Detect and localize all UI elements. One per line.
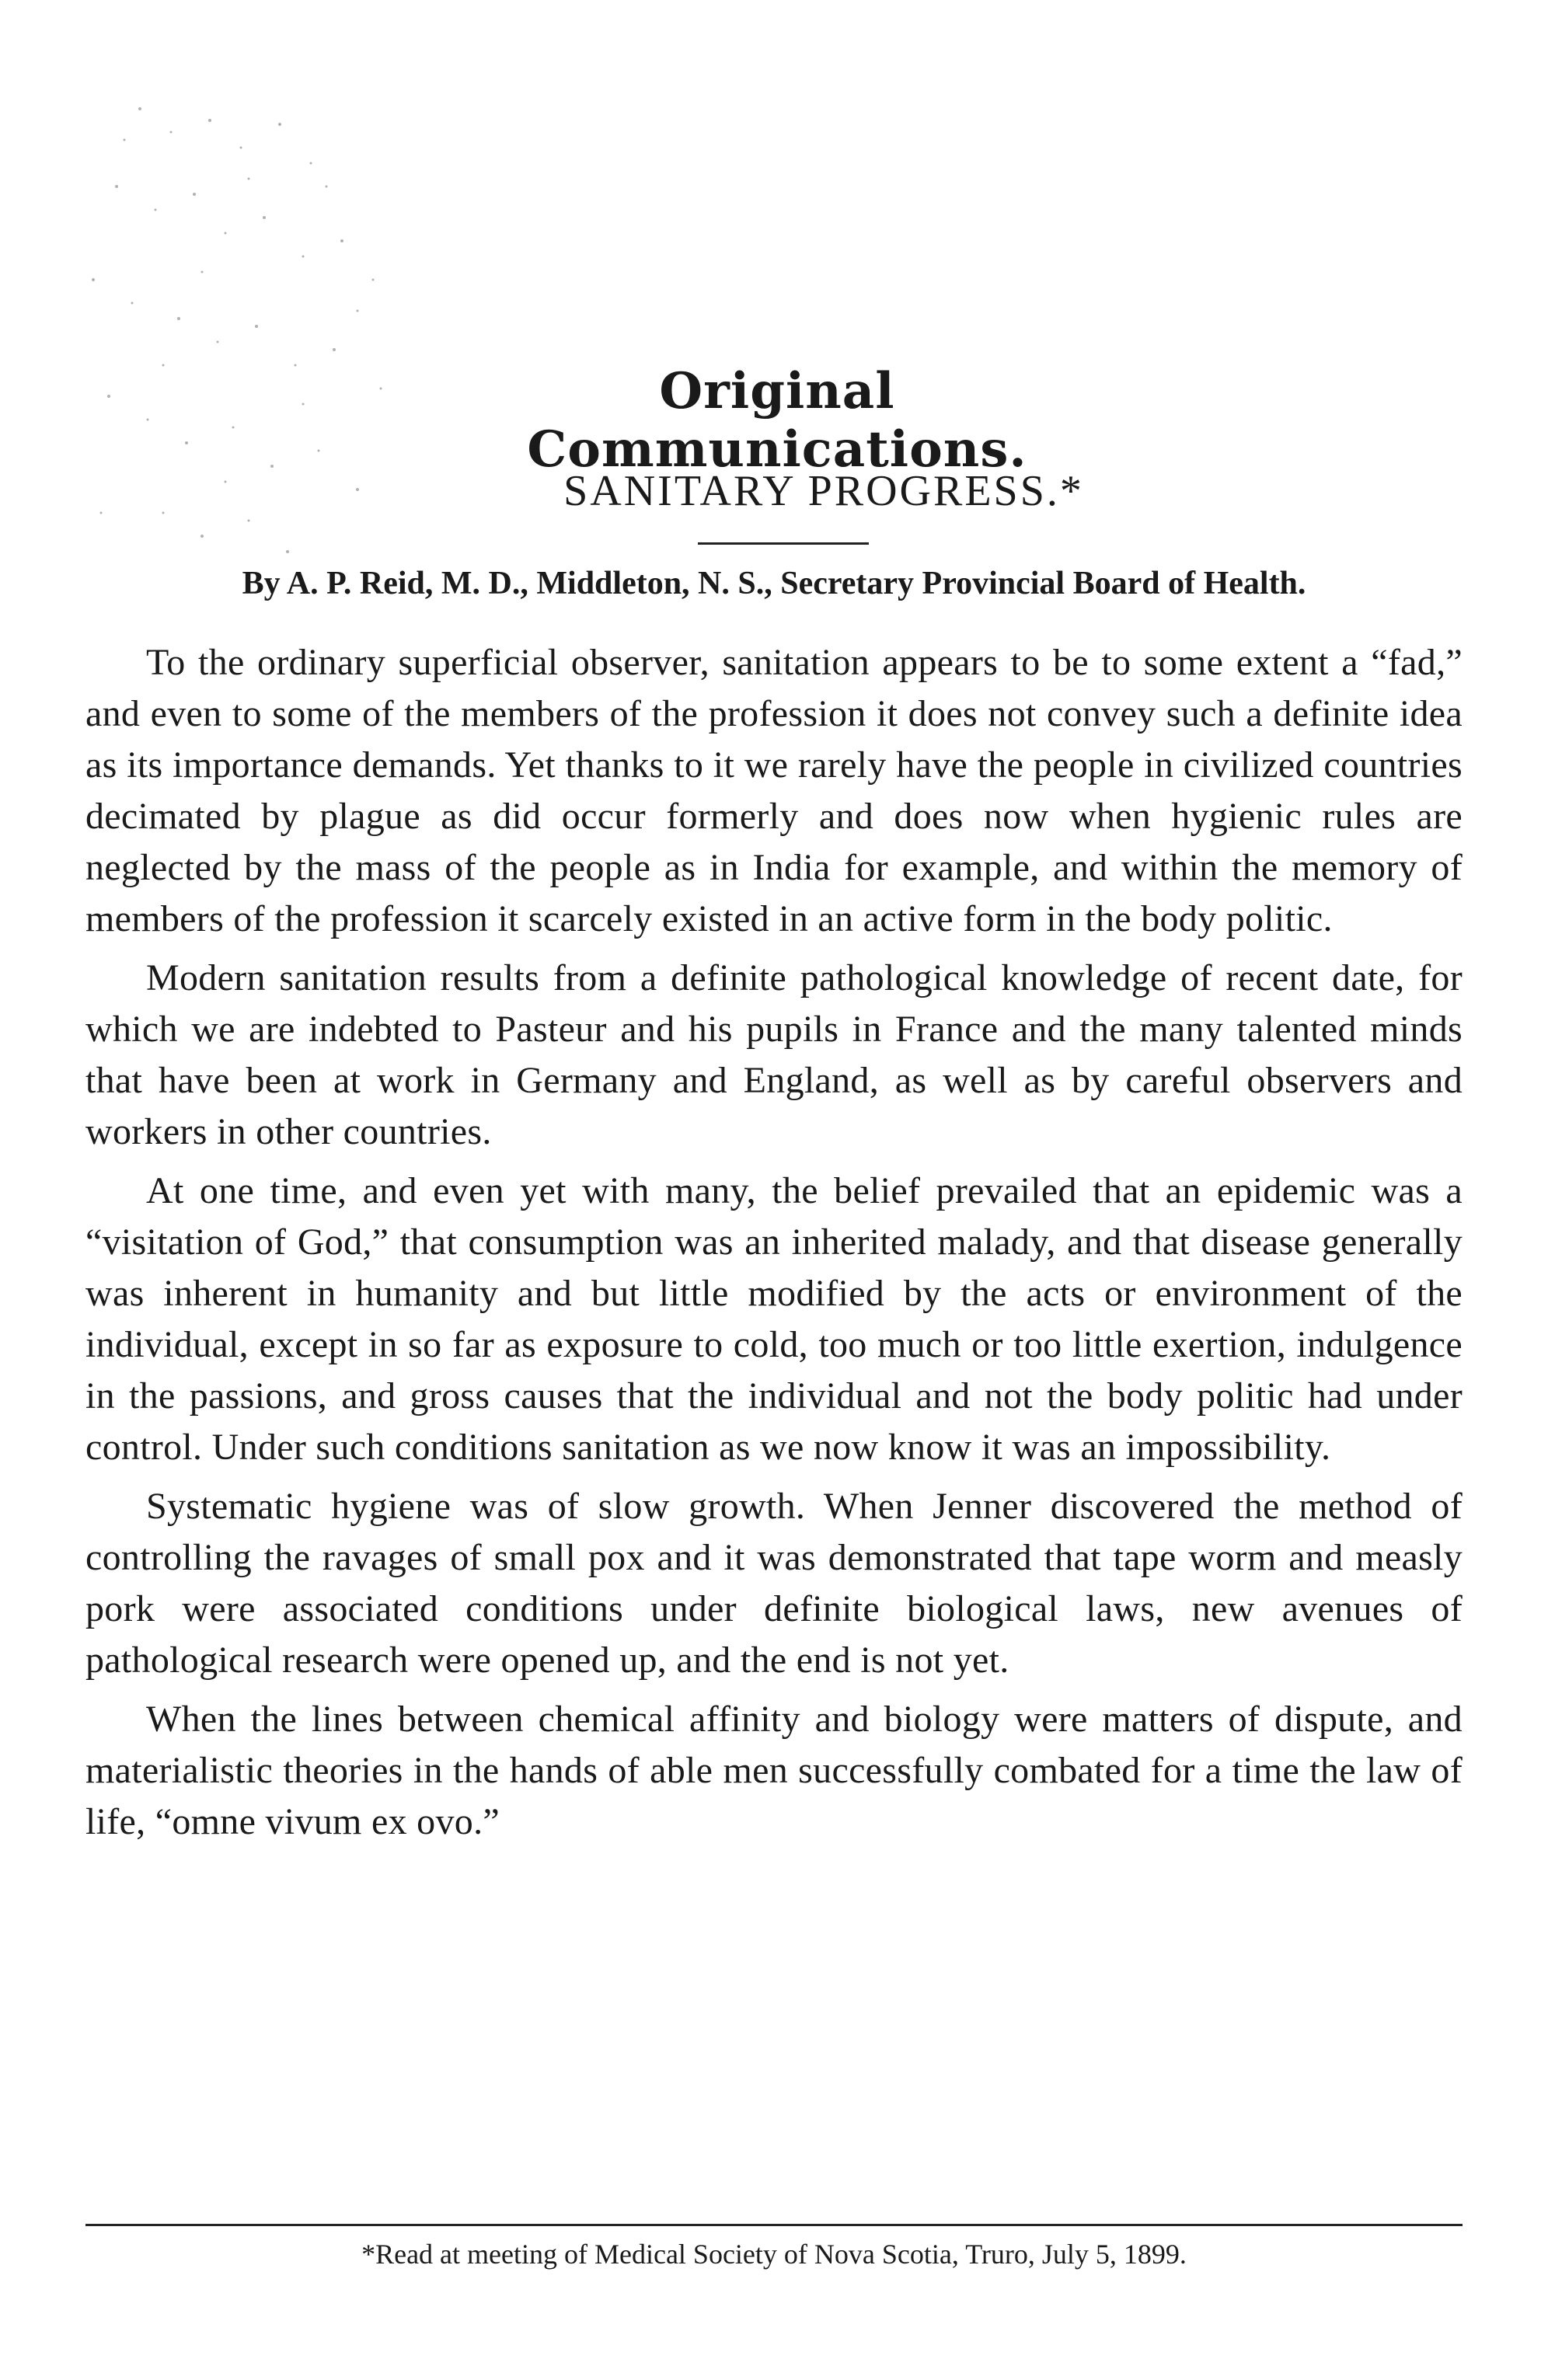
paragraph: When the lines between chemical affinity and biology were matters of dispute, and materialistic theories in the hands of able men successfully combated for a time the law of life, “omne vivum ex ovo.” xyxy=(85,1699,1463,1842)
paragraph: To the ordinary superficial observer, sanitation appears to be to some extent a “fad,” and even to some of the members of the profession it does not convey such a definite idea as its importance demands. Yet thanks to it we rarely have the people in civilized countries decimated by plague as did occur formerly and does now when hygienic rules are neglected by the mass of the people as in India for example, and within the memory of members of the profession it scarcely existed in an active form in the body politic. xyxy=(85,642,1463,939)
article-title: SANITARY PROGRESS.* xyxy=(563,467,1084,515)
paragraph: Modern sanitation results from a definite pathological knowledge of recent date, for which we are indebted to Pasteur and his pupils in France and the many talented minds that have been at work in Germany and England, as well as by careful observers and workers in other countries. xyxy=(85,957,1463,1152)
paragraph: Systematic hygiene was of slow growth. When Jenner discovered the method of controlling the ravages of small pox and it was demonstrated that tape worm and measly pork were associated conditions under definite biological laws, new avenues of pathological research were opened up, and the end is not yet. xyxy=(85,1486,1463,1681)
author-byline: By A. P. Reid, M. D., Middleton, N. S., Secretary Provincial Board of Health. xyxy=(242,566,1306,601)
paragraph: At one time, and even yet with many, the belief prevailed that an epidemic was a “visitation of God,” that consumption was an inherited malady, and that disease generally was inherent in humanity and but little modified by the acts or environment of the individual, except in so far as exposure to cold, too much or too little exertion, indulgence in the passions, and gross causes that the individual and not the body politic had under control. Under such conditions sanitation as we now know it was an impossibility. xyxy=(85,1170,1463,1468)
title-rule xyxy=(698,542,869,545)
section-heading: Original Communications. xyxy=(527,362,1027,479)
footnote: *Read at meeting of Medical Society of Nova Scotia, Truro, July 5, 1899. xyxy=(361,2239,1187,2270)
footnote-rule xyxy=(85,2224,1463,2226)
article-body xyxy=(85,637,1463,1856)
print-speckle-texture xyxy=(47,78,451,575)
